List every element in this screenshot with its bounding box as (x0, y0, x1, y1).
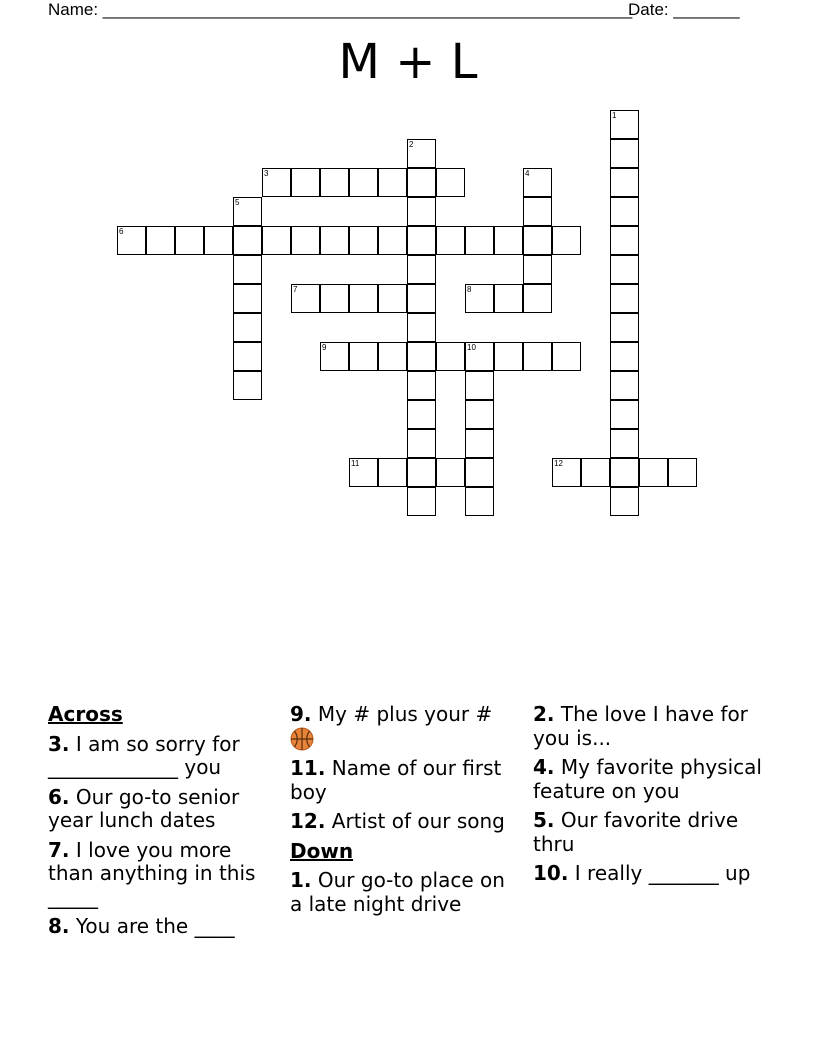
cell-number: 3 (264, 169, 269, 178)
clue-across-6 (48, 786, 276, 833)
grid-cell[interactable] (407, 313, 436, 342)
cell-number: 10 (467, 343, 476, 352)
clue-number: 9. (290, 702, 312, 726)
grid-cell[interactable] (552, 226, 581, 255)
grid-cell[interactable] (436, 342, 465, 371)
grid-cell[interactable] (320, 284, 349, 313)
grid-cell[interactable] (349, 168, 378, 197)
grid-cell[interactable] (610, 168, 639, 197)
down-heading: Down (290, 838, 354, 863)
grid-cell[interactable] (291, 168, 320, 197)
clue-across-3 (48, 733, 276, 780)
grid-cell[interactable] (465, 400, 494, 429)
grid-cell[interactable] (581, 458, 610, 487)
cell-number: 8 (467, 285, 472, 294)
grid-cell[interactable] (349, 342, 378, 371)
grid-cell[interactable] (639, 458, 668, 487)
grid-cell[interactable] (494, 284, 523, 313)
clue-down-2 (533, 703, 765, 750)
grid-cell[interactable] (610, 226, 639, 255)
grid-cell[interactable] (523, 226, 552, 255)
clue-down-10 (533, 862, 765, 886)
grid-cell[interactable] (610, 255, 639, 284)
cell-number: 9 (322, 343, 327, 352)
clue-number: 3. (48, 731, 70, 756)
cell-number: 6 (119, 227, 124, 236)
grid-cell[interactable] (610, 371, 639, 400)
grid-cell[interactable] (146, 226, 175, 255)
date-field-label: Date: _______ (628, 0, 740, 19)
grid-cell[interactable] (378, 458, 407, 487)
grid-cell[interactable] (407, 226, 436, 255)
name-field-label: Name: ________________________________________________________ (48, 0, 633, 19)
clue-down-1 (290, 869, 522, 916)
grid-cell[interactable] (407, 284, 436, 313)
clue-number: 7. (48, 837, 70, 862)
clue-column-3 (533, 703, 765, 892)
grid-cell[interactable] (552, 342, 581, 371)
grid-cell[interactable] (291, 226, 320, 255)
clue-text: My favorite physical feature on you (533, 755, 762, 803)
grid-cell[interactable] (523, 342, 552, 371)
grid-cell[interactable] (233, 255, 262, 284)
cell-number: 2 (409, 140, 414, 149)
clue-text: Name of our first boy (290, 756, 502, 804)
clue-number: 4. (533, 755, 555, 779)
basketball-icon (290, 727, 314, 751)
grid-cell[interactable] (610, 139, 639, 168)
grid-cell[interactable] (610, 487, 639, 516)
grid-cell[interactable] (436, 168, 465, 197)
grid-cell[interactable] (465, 487, 494, 516)
grid-cell[interactable] (175, 226, 204, 255)
grid-cell[interactable] (610, 197, 639, 226)
cell-number: 7 (293, 285, 298, 294)
grid-cell[interactable] (465, 226, 494, 255)
grid-cell[interactable] (320, 226, 349, 255)
grid-cell[interactable] (378, 226, 407, 255)
grid-cell[interactable] (523, 284, 552, 313)
grid-cell[interactable] (204, 226, 233, 255)
across-heading: Across (48, 702, 123, 726)
grid-cell[interactable] (233, 226, 262, 255)
clue-text: Our go-to senior year lunch dates (48, 784, 240, 832)
grid-cell[interactable] (494, 226, 523, 255)
grid-cell[interactable] (233, 371, 262, 400)
clue-across-8 (48, 915, 276, 939)
page-title: M + L (338, 34, 478, 90)
clue-text: Artist of our song (331, 809, 505, 833)
grid-cell[interactable] (494, 342, 523, 371)
grid-cell[interactable] (407, 429, 436, 458)
grid-cell[interactable] (320, 168, 349, 197)
grid-cell[interactable] (407, 168, 436, 197)
clue-number: 2. (533, 702, 555, 726)
clue-text: My # plus your # (317, 702, 493, 726)
clue-number: 12. (290, 809, 326, 833)
grid-cell[interactable] (407, 400, 436, 429)
clue-text: I really _______ up (574, 861, 751, 885)
grid-cell[interactable] (610, 313, 639, 342)
grid-cell[interactable] (668, 458, 697, 487)
grid-cell[interactable] (523, 255, 552, 284)
grid-cell[interactable] (610, 458, 639, 487)
grid-cell[interactable] (407, 342, 436, 371)
grid-cell[interactable] (523, 197, 552, 226)
clue-number: 1. (290, 868, 312, 892)
grid-cell[interactable] (407, 255, 436, 284)
clue-across-9 (290, 703, 522, 751)
clue-text: I am so sorry for _____________ you (48, 731, 240, 779)
clue-text: The love I have for you is... (533, 702, 748, 750)
grid-cell[interactable] (465, 458, 494, 487)
grid-cell[interactable] (233, 284, 262, 313)
cell-number: 5 (235, 198, 240, 207)
clue-text: Our favorite drive thru (533, 808, 739, 856)
clue-across-11 (290, 757, 522, 804)
grid-cell[interactable] (436, 226, 465, 255)
grid-cell[interactable] (407, 487, 436, 516)
grid-cell[interactable] (378, 342, 407, 371)
clue-across-12 (290, 810, 522, 834)
cell-number: 1 (612, 111, 617, 120)
grid-cell[interactable] (465, 429, 494, 458)
clue-number: 10. (533, 861, 569, 885)
grid-cell[interactable] (349, 284, 378, 313)
grid-cell[interactable] (610, 400, 639, 429)
grid-cell[interactable] (610, 284, 639, 313)
clue-text: You are the ____ (75, 914, 235, 938)
clue-across-7 (48, 839, 276, 910)
clue-down-5 (533, 809, 765, 856)
clue-text: Our go-to place on a late night drive (290, 868, 505, 916)
cell-number: 4 (525, 169, 530, 178)
clue-number: 8. (48, 914, 70, 938)
cell-number: 12 (554, 459, 563, 468)
grid-cell[interactable] (378, 284, 407, 313)
grid-cell[interactable] (407, 197, 436, 226)
clue-number: 5. (533, 808, 555, 832)
clue-number: 6. (48, 784, 70, 809)
clue-text: I love you more than anything in this _____ (48, 837, 256, 909)
grid-cell[interactable] (436, 458, 465, 487)
grid-cell[interactable] (233, 313, 262, 342)
cell-number: 11 (351, 459, 360, 468)
grid-cell[interactable] (407, 371, 436, 400)
grid-cell[interactable] (233, 342, 262, 371)
clue-column-2 (290, 703, 522, 922)
clue-number: 11. (290, 756, 326, 780)
grid-cell[interactable] (378, 168, 407, 197)
clue-column-1 (48, 703, 276, 945)
grid-cell[interactable] (349, 226, 378, 255)
grid-cell[interactable] (465, 371, 494, 400)
grid-cell[interactable] (610, 342, 639, 371)
grid-cell[interactable] (610, 429, 639, 458)
grid-cell[interactable] (262, 226, 291, 255)
clue-down-4 (533, 756, 765, 803)
grid-cell[interactable] (407, 458, 436, 487)
